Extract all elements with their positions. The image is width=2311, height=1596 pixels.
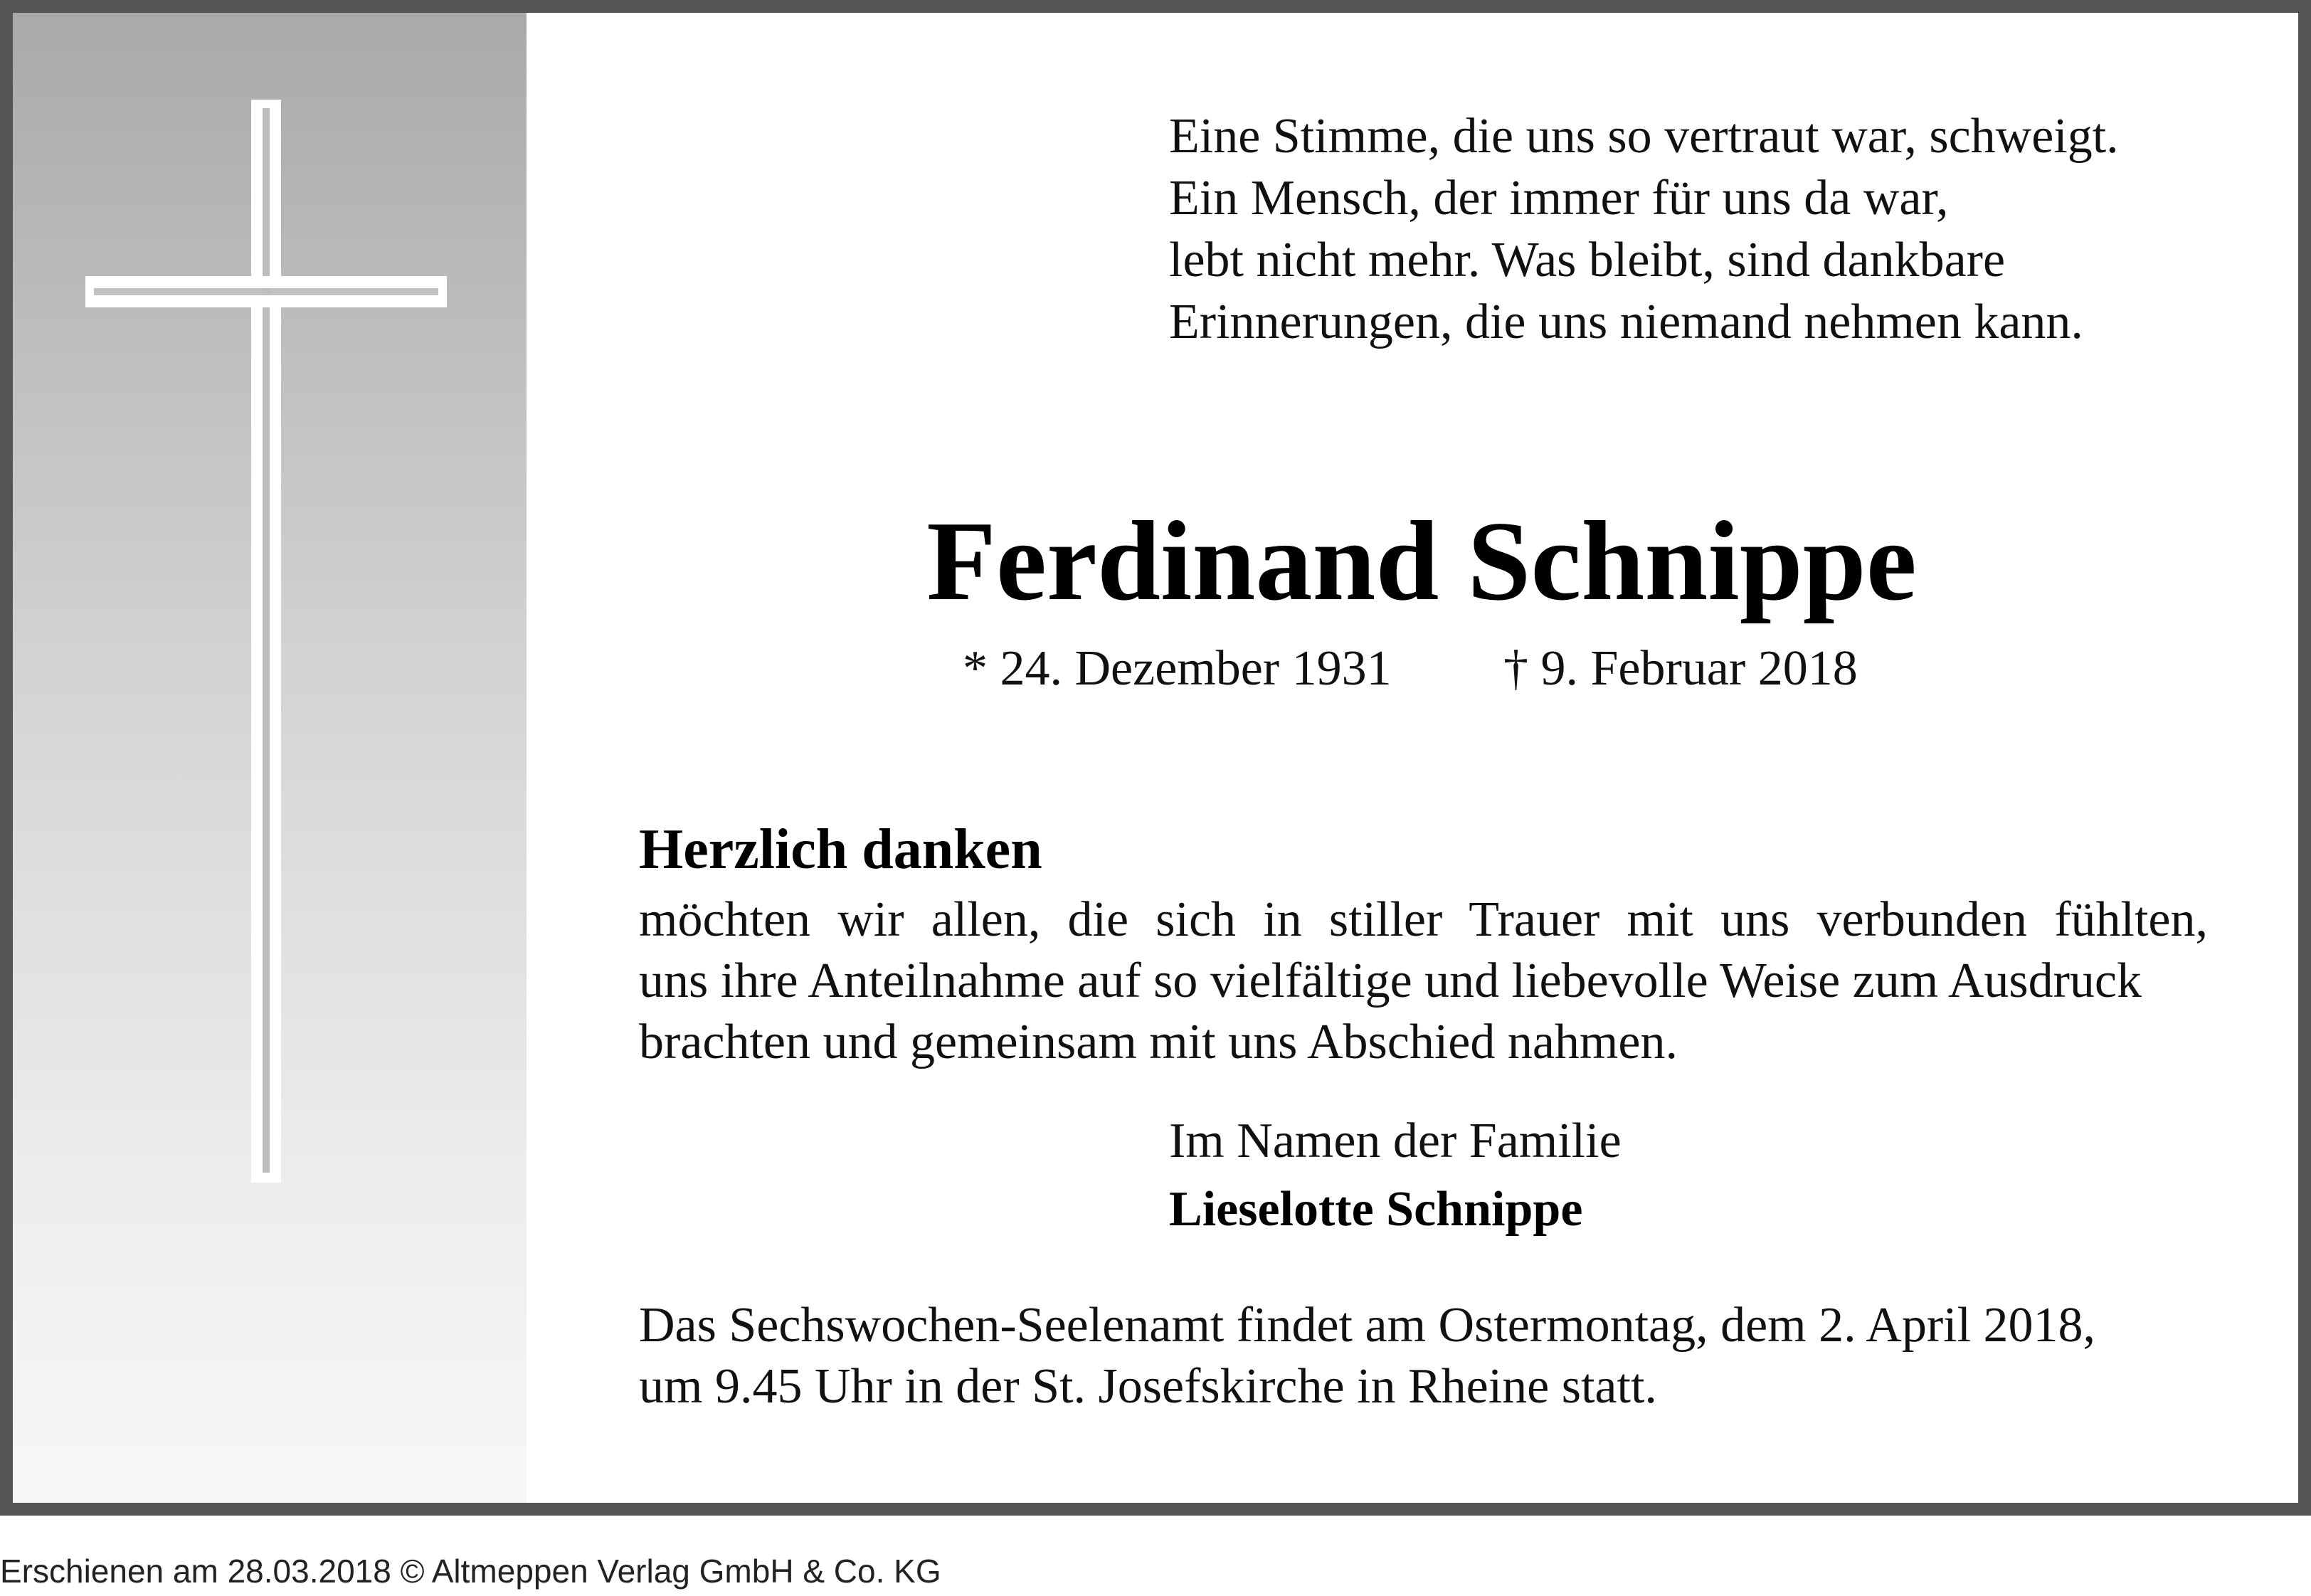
deceased-name: Ferdinand Schnippe [926,497,1917,624]
thanks-line: brachten und gemeinsam mit uns Abschied nahmen. [639,1015,1678,1069]
signer-name: Lieselotte Schnippe [1169,1182,1583,1237]
thanks-paragraph [639,889,2208,1073]
gradient-side-panel [13,13,527,1503]
mass-line: Das Sechswochen-Seelenamt findet am Ostermontag, dem 2. April 2018, [639,1298,2096,1353]
thanks-line: möchten wir allen, die sich in stiller Trauer mit uns verbunden fühlten, [639,892,2208,947]
quote-line: Erinnerungen, die uns niemand nehmen kann. [1169,295,2083,349]
memorial-mass-notice [639,1295,2211,1417]
death-date: † 9. Februar 2018 [1503,641,1858,696]
family-signoff [1169,1107,1622,1244]
latin-cross-icon [13,13,527,1503]
thanks-heading: Herzlich danken [639,818,1042,881]
quote-line: lebt nicht mehr. Was bleibt, sind dankbare [1169,233,2006,287]
birth-date: * 24. Dezember 1931 [963,641,1392,696]
publication-footer: Erschienen am 28.03.2018 © Altmeppen Verlag GmbH & Co. KG [0,1553,941,1590]
mass-line: um 9.45 Uhr in der St. Josefskirche in Rheine statt. [639,1359,1657,1414]
thanks-line: uns ihre Anteilnahme auf so vielfältige und liebevolle Weise zum Ausdruck [639,953,2142,1008]
quote-line: Eine Stimme, die uns so vertraut war, schweigt. [1169,109,2119,164]
memorial-quote [1169,105,2279,353]
quote-line: Ein Mensch, der immer für uns da war, [1169,171,1949,226]
signoff-intro: Im Namen der Familie [1169,1114,1622,1168]
